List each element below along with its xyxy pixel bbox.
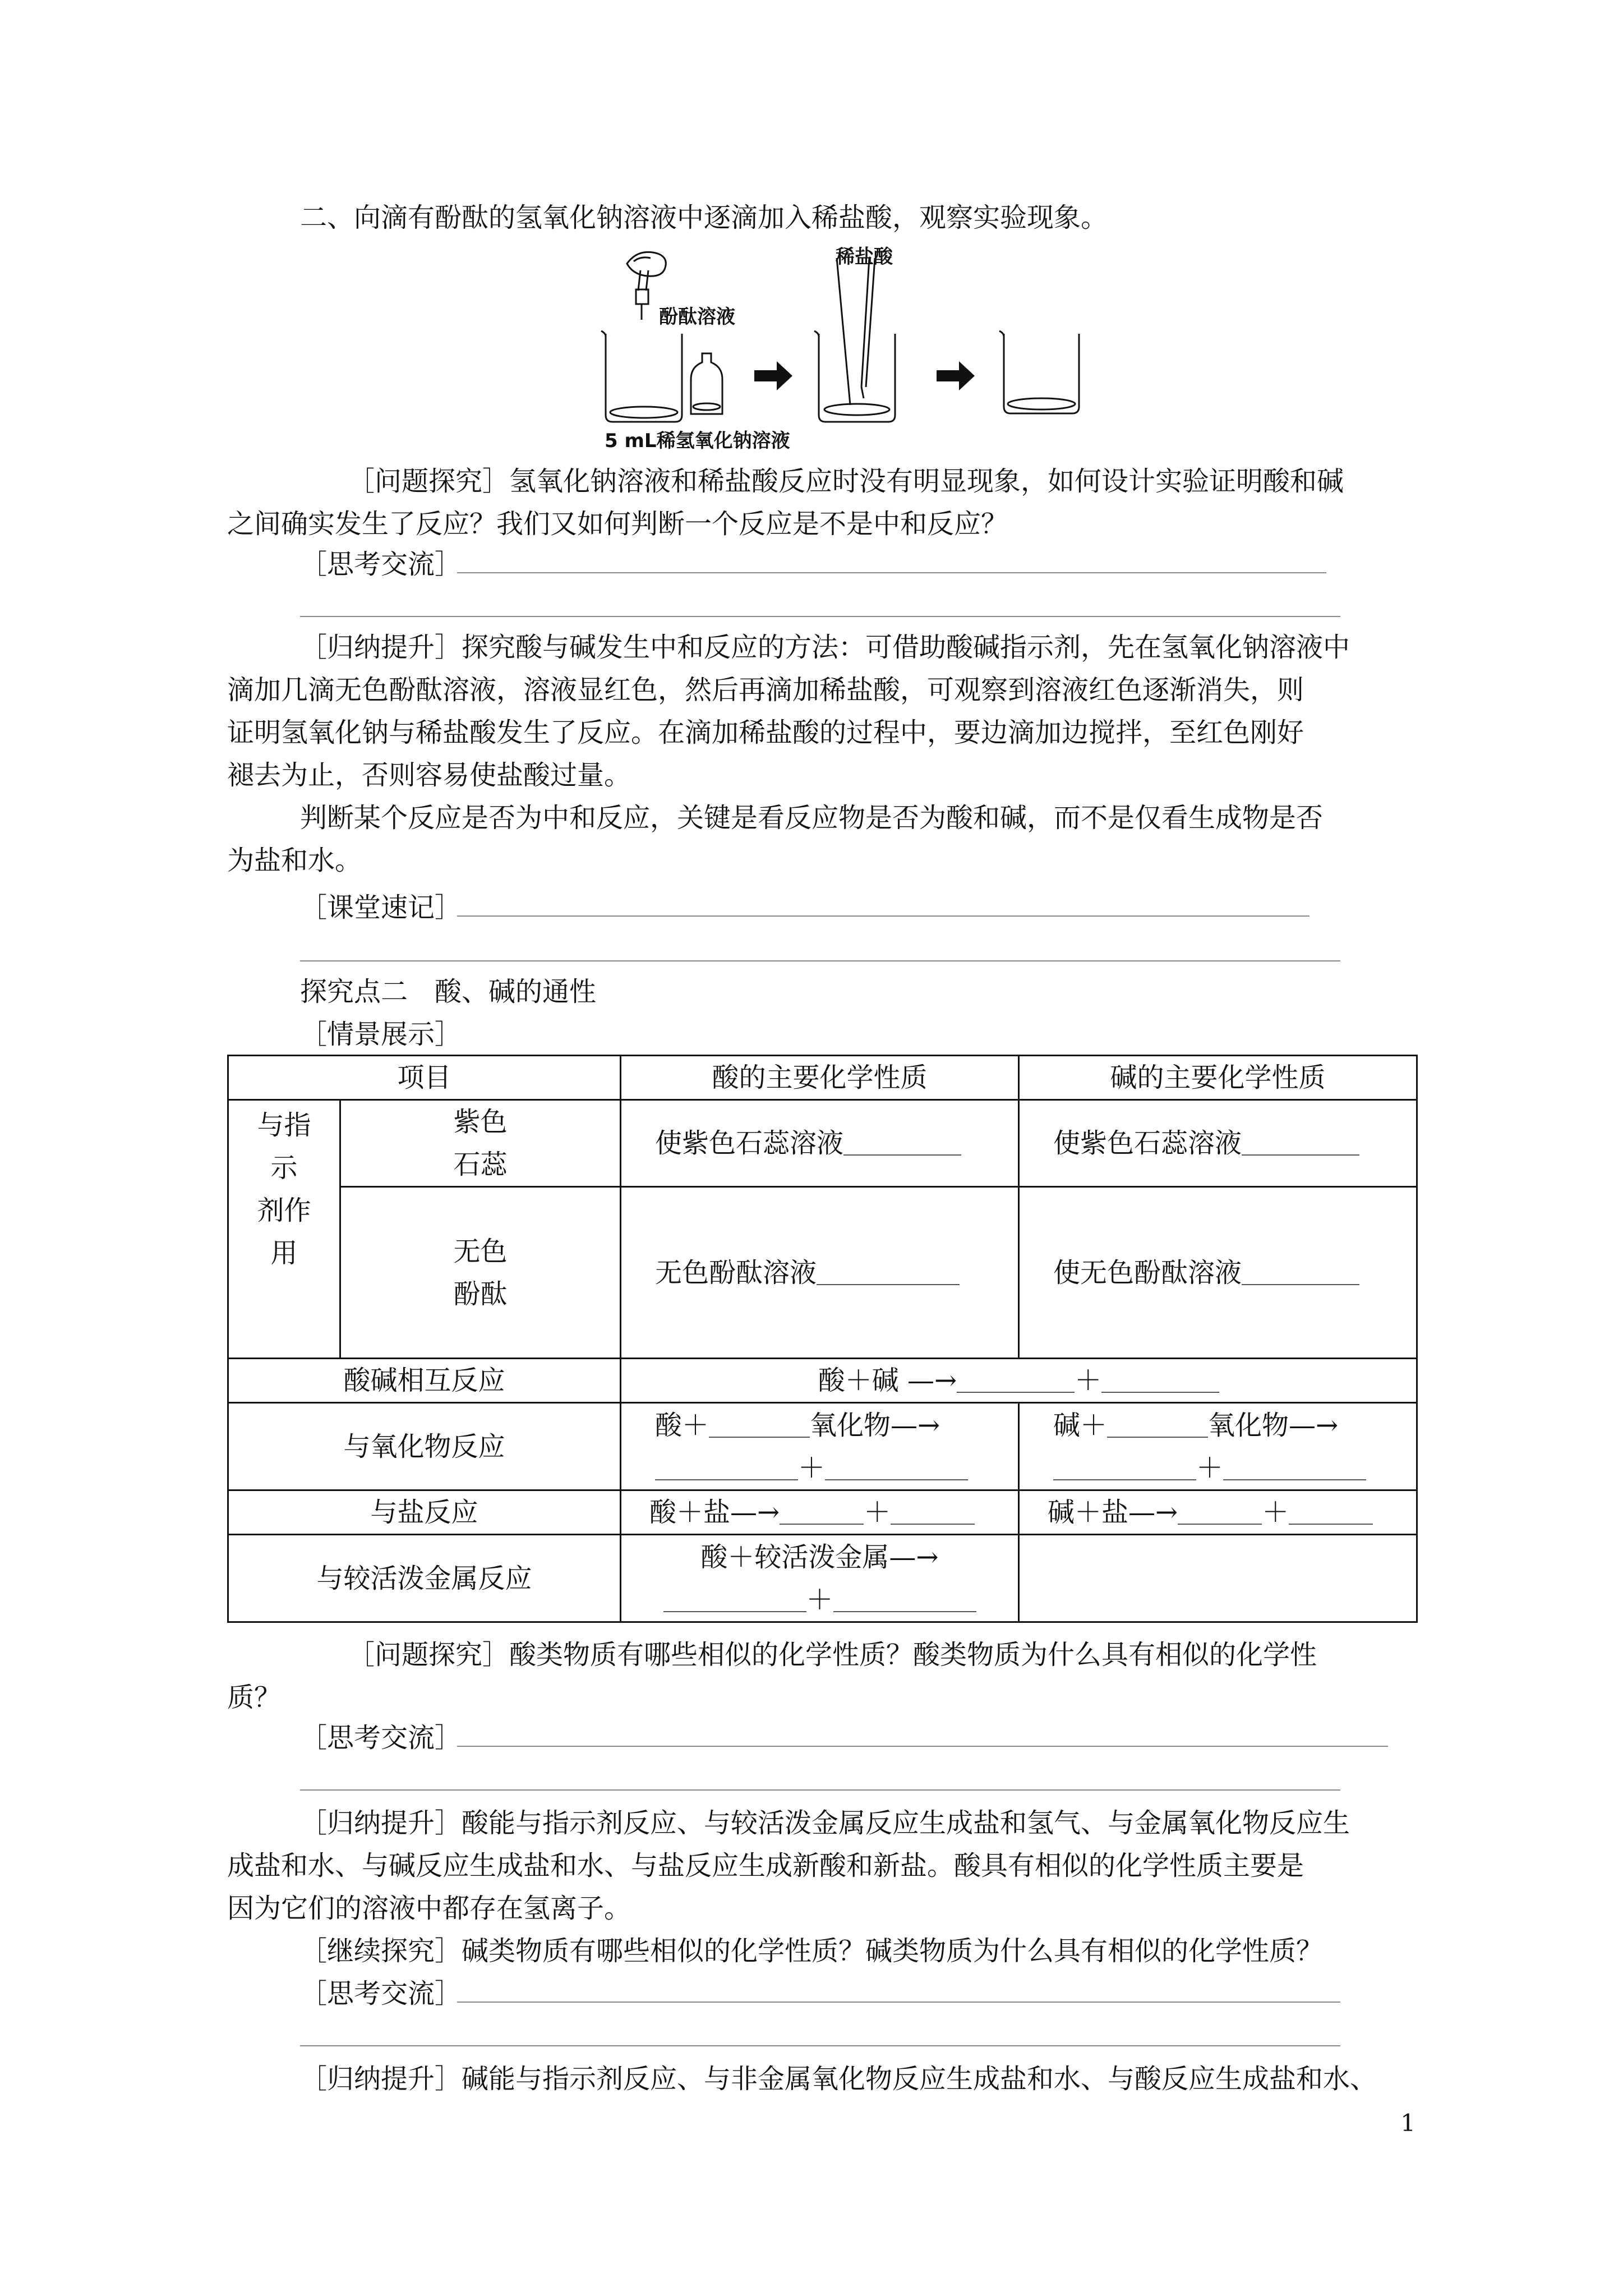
summary-1-line2: 滴加几滴无色酚酞溶液，溶液显红色，然后再滴加稀盐酸，可观察到溶液红色逐渐消失，则 — [227, 674, 1304, 706]
section-two-title: 二、向滴有酚酞的氢氧化钠溶液中逐滴加入稀盐酸，观察实验现象。 — [300, 202, 1108, 233]
header-item: 项目 — [228, 1056, 621, 1100]
answer-blank[interactable] — [891, 1498, 975, 1525]
acid-litmus-cell: 使紫色石蕊溶液 — [621, 1100, 1019, 1187]
summary-1-line4: 褪去为止，否则容易使盐酸过量。 — [227, 760, 631, 791]
experiment-figure — [594, 247, 1099, 460]
answer-blank[interactable] — [1101, 1366, 1219, 1393]
summary-2-line1: ［归纳提升］酸能与指示剂反应、与较活泼金属反应生成盐和氢气、与金属氧化物反应生 — [300, 1807, 1350, 1839]
answer-blank[interactable] — [1107, 1411, 1208, 1438]
oxide-label: 与氧化物反应 — [228, 1403, 621, 1490]
think-exchange-2: ［思考交流］ — [300, 1722, 462, 1754]
base-salt-cell: 碱＋盐—→ ＋ — [1019, 1490, 1417, 1535]
answer-blank[interactable] — [1053, 1453, 1196, 1480]
acid-label: 稀盐酸 — [836, 246, 893, 268]
summary-2-line2: 成盐和水、与碱反应生成盐和水、与盐反应生成新酸和新盐。酸具有相似的化学性质主要是 — [227, 1850, 1304, 1881]
indicator-group-cell: 与指 示 剂作 用 — [228, 1100, 340, 1359]
base-phenol-cell: 使无色酚酞溶液 — [1019, 1187, 1417, 1359]
think-exchange-1: ［思考交流］ — [300, 549, 462, 580]
answer-line — [457, 2001, 1340, 2003]
neutralization-label: 酸碱相互反应 — [228, 1359, 621, 1403]
answer-blank[interactable] — [817, 1258, 960, 1285]
answer-blank[interactable] — [825, 1453, 968, 1480]
answer-blank[interactable] — [655, 1453, 798, 1480]
answer-line — [300, 1789, 1340, 1791]
answer-line — [457, 915, 1310, 917]
problem-explore-1-line1: ［问题探究］氢氧化钠溶液和稀盐酸反应时没有明显现象，如何设计实验证明酸和碱 — [348, 466, 1344, 497]
summary-1-line3: 证明氢氧化钠与稀盐酸发生了反应。在滴加稀盐酸的过程中，要边滴加边搅拌，至红色刚好 — [227, 717, 1304, 748]
indicator-label: 酚酞溶液 — [659, 306, 735, 328]
answer-blank[interactable] — [957, 1366, 1075, 1393]
metal-label: 与较活泼金属反应 — [228, 1535, 621, 1622]
answer-blank[interactable] — [663, 1585, 806, 1612]
base-metal-cell-empty — [1019, 1535, 1417, 1622]
reaction-arrow-icon: —→ — [1128, 1497, 1178, 1528]
class-notes: ［课堂速记］ — [300, 892, 462, 923]
reaction-arrow-icon: —→ — [730, 1497, 780, 1528]
answer-blank[interactable] — [1223, 1453, 1366, 1480]
reaction-arrow-icon: —→ — [907, 1365, 957, 1396]
answer-blank[interactable] — [780, 1498, 864, 1525]
phenolphthalein-cell: 无色 酚酞 — [340, 1187, 621, 1359]
answer-line — [457, 572, 1326, 573]
table-row — [228, 1100, 1417, 1187]
base-oxide-cell: 碱＋ 氧化物—→ ＋ — [1019, 1403, 1417, 1490]
page-number: 1 — [1400, 2109, 1415, 2137]
scene-display: ［情景展示］ — [300, 1019, 462, 1050]
answer-line — [300, 960, 1340, 961]
answer-blank[interactable] — [833, 1585, 976, 1612]
table-row — [228, 1359, 1417, 1403]
acid-metal-cell: 酸＋较活泼金属—→ ＋ — [621, 1535, 1019, 1622]
answer-blank[interactable] — [709, 1411, 810, 1438]
acid-phenol-cell: 无色酚酞溶液 — [621, 1187, 1019, 1359]
neutralization-equation: 酸＋碱 —→ ＋ — [621, 1359, 1417, 1403]
salt-label: 与盐反应 — [228, 1490, 621, 1535]
table-row — [228, 1187, 1417, 1359]
header-acid: 酸的主要化学性质 — [621, 1056, 1019, 1100]
header-base: 碱的主要化学性质 — [1019, 1056, 1417, 1100]
summary-2-line3: 因为它们的溶液中都存在氢离子。 — [227, 1893, 631, 1924]
problem-explore-1-line2: 之间确实发生了反应？我们又如何判断一个反应是不是中和反应？ — [227, 508, 1008, 540]
acid-salt-cell: 酸＋盐—→ ＋ — [621, 1490, 1019, 1535]
problem-explore-2-line2: 质？ — [227, 1682, 282, 1713]
reaction-arrow-icon: —→ — [891, 1409, 940, 1441]
base-litmus-cell: 使紫色石蕊溶液 — [1019, 1100, 1417, 1187]
reaction-arrow-icon: —→ — [1289, 1409, 1339, 1441]
table-header-row — [228, 1056, 1417, 1100]
answer-blank[interactable] — [843, 1129, 961, 1156]
acid-oxide-cell: 酸＋ 氧化物—→ ＋ — [621, 1403, 1019, 1490]
reaction-arrow-icon: —→ — [889, 1541, 939, 1573]
exploration-point-two-title: 探究点二 酸、碱的通性 — [300, 976, 597, 1007]
litmus-cell: 紫色 石蕊 — [340, 1100, 621, 1187]
summary-1-line6: 为盐和水。 — [227, 845, 362, 876]
answer-blank[interactable] — [1289, 1498, 1373, 1525]
answer-blank[interactable] — [1178, 1498, 1262, 1525]
problem-explore-2-line1: ［问题探究］酸类物质有哪些相似的化学性质？酸类物质为什么具有相似的化学性 — [348, 1639, 1317, 1671]
answer-line — [300, 2045, 1340, 2046]
summary-3-line1: ［归纳提升］碱能与指示剂反应、与非金属氧化物反应生成盐和水、与酸反应生成盐和水、 — [300, 2063, 1377, 2095]
table-row — [228, 1490, 1417, 1535]
think-exchange-3: ［思考交流］ — [300, 1978, 462, 2009]
answer-blank[interactable] — [1242, 1258, 1359, 1285]
base-solution-label: 5 mL稀氢氧化钠溶液 — [605, 430, 790, 452]
acid-base-properties-table — [227, 1055, 1418, 1623]
table-row — [228, 1535, 1417, 1622]
answer-line — [457, 1746, 1388, 1747]
summary-1-line1: ［归纳提升］探究酸与碱发生中和反应的方法：可借助酸碱指示剂，先在氢氧化钠溶液中 — [300, 632, 1350, 663]
table-row — [228, 1403, 1417, 1490]
summary-1-line5: 判断某个反应是否为中和反应，关键是看反应物是否为酸和碱，而不是仅看生成物是否 — [300, 802, 1324, 834]
answer-blank[interactable] — [1242, 1129, 1359, 1156]
answer-line — [300, 616, 1340, 617]
continue-explore: ［继续探究］碱类物质有哪些相似的化学性质？碱类物质为什么具有相似的化学性质？ — [300, 1935, 1324, 1967]
